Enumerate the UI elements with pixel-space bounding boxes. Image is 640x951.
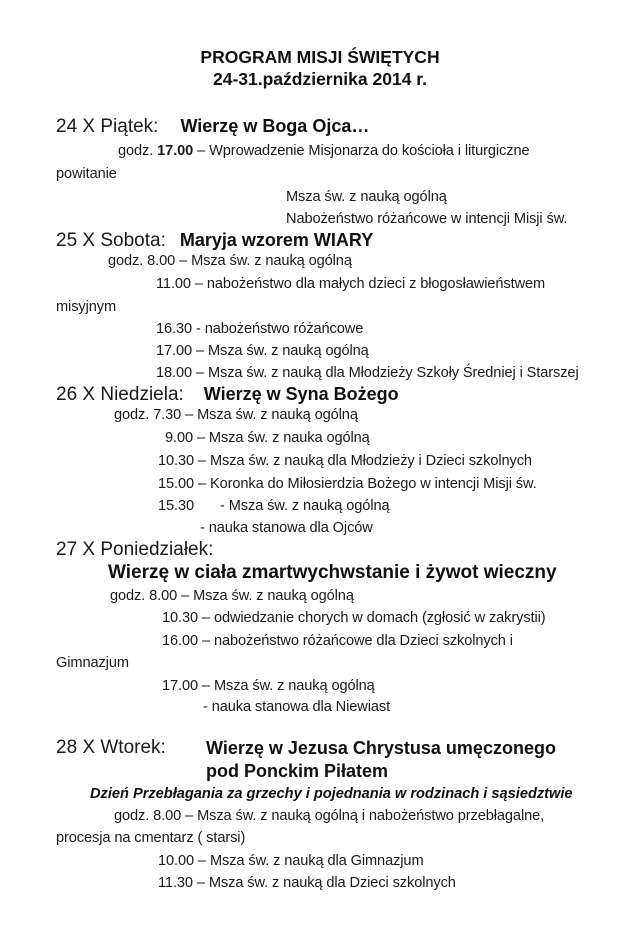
schedule-line: 10.30 – Msza św. z nauką dla Młodzieży i Dzieci szkolnych (158, 453, 532, 469)
schedule-line: godz. 7.30 – Msza św. z nauką ogólną (114, 407, 358, 423)
day-label: 27 X Poniedziałek: (56, 539, 214, 560)
schedule-prefix: godz. (118, 143, 158, 159)
schedule-line: 10.00 – Msza św. z nauką dla Gimnazjum (158, 853, 424, 869)
schedule-line: godz. 8.00 – Msza św. z nauką ogólną (108, 253, 352, 269)
schedule-text: – Wprowadzenie Misjonarza do kościoła i liturgiczne (193, 143, 530, 159)
schedule-text: - Msza św. z nauką ogólną (220, 498, 390, 514)
schedule-line: 15.00 – Koronka do Miłosierdzia Bożego w intencji Misji św. (158, 476, 537, 492)
schedule-line: 18.00 – Msza św. z nauką dla Młodzieży Szkoły Średniej i Starszej (156, 365, 579, 381)
schedule-line: 16.30 - nabożeństwo różańcowe (156, 321, 364, 337)
schedule-line (118, 141, 529, 161)
day-heading-25 (56, 228, 373, 253)
day-label: 28 X Wtorek: (56, 737, 166, 758)
schedule-line (158, 496, 390, 516)
schedule-line: 9.00 – Msza św. z nauka ogólną (165, 430, 370, 446)
schedule-line: Msza św. z nauką ogólną (286, 189, 447, 205)
day-label: 26 X Niedziela: (56, 384, 184, 405)
day-theme: Maryja wzorem WIARY (179, 230, 374, 250)
day-theme-continued: pod Ponckim Piłatem (206, 761, 389, 781)
schedule-line: powitanie (56, 166, 117, 182)
schedule-line: 10.30 – odwiedzanie chorych w domach (zgłosić w zakrystii) (162, 610, 546, 626)
document-title: PROGRAM MISJI ŚWIĘTYCH (200, 47, 440, 67)
schedule-line: - nauka stanowa dla Niewiast (203, 699, 391, 715)
schedule-time: 15.30 (158, 498, 195, 514)
day-heading-26 (56, 382, 399, 407)
document-dates: 24-31.października 2014 r. (212, 69, 428, 89)
day-theme: Wierzę w ciała zmartwychwstanie i żywot wieczny (108, 562, 557, 583)
schedule-line: 11.30 – Msza św. z nauką dla Dzieci szkolnych (158, 875, 456, 891)
schedule-line: Nabożeństwo różańcowe w intencji Misji św. (286, 211, 568, 227)
day-label: 24 X Piątek: (56, 116, 159, 137)
schedule-line: godz. 8.00 – Msza św. z nauką ogólną i nabożeństwo przebłagalne, (114, 808, 545, 824)
schedule-line: misyjnym (56, 299, 117, 315)
schedule-line: Gimnazjum (56, 655, 129, 671)
day-heading-28 (56, 736, 166, 760)
schedule-line: procesja na cmentarz ( starsi) (56, 830, 246, 846)
schedule-line: 16.00 – nabożeństwo różańcowe dla Dzieci szkolnych i (162, 633, 513, 649)
day-heading-27 (56, 538, 213, 562)
day-theme: Wierzę w Jezusa Chrystusa umęczonego (206, 738, 556, 758)
schedule-line: 11.00 – nabożeństwo dla małych dzieci z błogosławieństwem (156, 276, 546, 292)
day-label: 25 X Sobota: (56, 230, 166, 251)
schedule-line: godz. 8.00 – Msza św. z nauką ogólną (110, 588, 354, 604)
day-theme: Wierzę w Syna Bożego (203, 384, 399, 404)
day-heading-24 (56, 114, 369, 139)
schedule-time: 17.00 (157, 143, 194, 159)
day-subtitle: Dzień Przebłagania za grzechy i pojednania w rodzinach i sąsiedztwie (90, 786, 573, 802)
day-theme: Wierzę w Boga Ojca… (180, 116, 370, 136)
schedule-line: - nauka stanowa dla Ojców (200, 520, 373, 536)
schedule-line: 17.00 – Msza św. z nauką ogólną (162, 678, 375, 694)
schedule-line: 17.00 – Msza św. z nauką ogólną (156, 343, 369, 359)
